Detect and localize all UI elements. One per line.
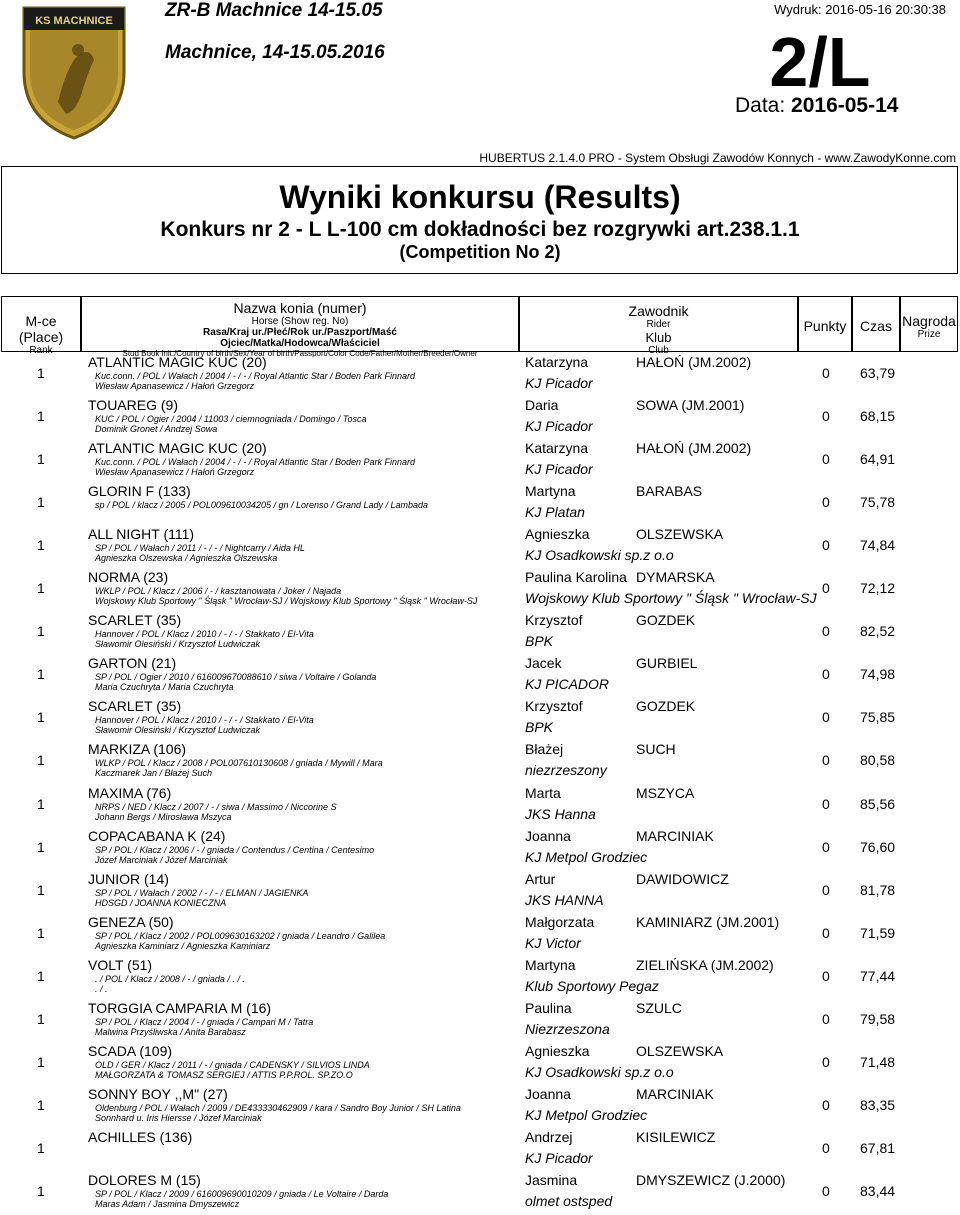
- rider-club: KJ Picador: [525, 418, 593, 435]
- rider-first-name: Agnieszka: [525, 526, 590, 543]
- table-row: [0, 1043, 960, 1086]
- page-title: Wyniki konkursu (Results): [279, 179, 681, 215]
- rider-first-name: Artur: [525, 870, 556, 887]
- rider-club: Wojskowy Klub Sportowy " Śląsk " Wrocław-SJ: [525, 590, 817, 607]
- rank: 1: [37, 537, 45, 554]
- horse-details: Hannover / POL / Klacz / 2010 / - / - / Stakkato / El-Vita: [95, 629, 314, 640]
- rider-club: KJ Metpol Grodziec: [525, 848, 648, 865]
- print-date-value: 2016-05-16 20:30:38: [825, 2, 946, 17]
- rider-last-name: SZULC: [636, 999, 682, 1016]
- rider-club: KJ Metpol Grodziec: [525, 1106, 648, 1123]
- horse-details: SP / POL / Klacz / 2006 / - / gniada / Contendus / Centina / Centesimo: [95, 844, 375, 855]
- time-value: 64,91: [860, 451, 896, 468]
- horse-details: Hannover / POL / Klacz / 2010 / - / - / Stakkato / El-Vita: [95, 715, 314, 726]
- competition-date: [735, 94, 898, 118]
- col-header-rider: [519, 296, 798, 356]
- col-club-en: Club: [648, 345, 669, 356]
- horse-name: MARKIZA (106): [88, 741, 187, 758]
- rider-club: KJ Picador: [525, 461, 593, 478]
- time-value: 80,58: [860, 752, 896, 769]
- rider-first-name: Małgorzata: [525, 913, 595, 930]
- rider-last-name: KISILEWICZ: [636, 1128, 716, 1145]
- horse-owners: Sonnhard u. Iris Hiersse / Józef Marciniak: [95, 1112, 262, 1123]
- points-value: 0: [822, 709, 830, 726]
- table-row: [0, 828, 960, 871]
- rider-last-name: DMYSZEWICZ (J.2000): [636, 1171, 786, 1188]
- rank: 1: [37, 365, 45, 381]
- points-value: 0: [822, 924, 830, 941]
- rider-club: KJ Osadkowski sp.z o.o: [525, 547, 674, 564]
- horse-details: SP / POL / Ogier / 2010 / 616009670088610 / siwa / Voltaire / Golanda: [95, 672, 377, 683]
- rank: 1: [37, 580, 45, 597]
- rider-first-name: Martyna: [525, 483, 576, 500]
- horse-owners: Johann Bergs / Mirosława Mszyca: [95, 811, 232, 822]
- rank: 1: [37, 752, 45, 769]
- horse-details: NRPS / NED / Klacz / 2007 / - / siwa / Massimo / Niccorine S: [95, 801, 337, 812]
- rank: 1: [37, 881, 45, 898]
- rider-last-name: SOWA (JM.2001): [636, 397, 745, 414]
- rider-club: olmet ostsped: [525, 1192, 613, 1209]
- points-value: 0: [822, 1053, 830, 1070]
- table-row: [0, 569, 960, 612]
- table-row: [0, 612, 960, 655]
- col-horse-label: Nazwa konia (numer): [233, 300, 367, 316]
- rider-first-name: Katarzyna: [525, 440, 589, 457]
- rider-last-name: MARCINIAK: [636, 827, 714, 844]
- col-prize-en: Prize: [917, 329, 941, 340]
- points-value: 0: [822, 1139, 830, 1156]
- svg-text:KS MACHNICE: KS MACHNICE: [35, 15, 113, 27]
- rank: 1: [37, 838, 45, 855]
- rider-last-name: DYMARSKA: [636, 569, 715, 586]
- points-value: 0: [822, 967, 830, 984]
- rider-first-name: Błażej: [525, 741, 564, 758]
- points-value: 0: [822, 537, 830, 554]
- horse-details: Kuc.conn. / POL / Wałach / 2004 / - / - / Royal Atlantic Star / Boden Park Finnard: [95, 457, 415, 468]
- table-row: [0, 785, 960, 828]
- points-value: 0: [822, 1010, 830, 1027]
- horse-details: WLKP / POL / Klacz / 2008 / POL007610130608 / gniada / Mywill / Mara: [95, 758, 383, 769]
- rider-last-name: BARABAS: [636, 483, 703, 500]
- horse-name: SCARLET (35): [88, 612, 182, 629]
- rider-last-name: GOZDEK: [636, 612, 696, 629]
- col-horse-l3: Rasa/Kraj ur./Płeć/Rok ur./Paszport/Maść: [203, 327, 397, 338]
- event-title: ZR-B Machnice 14-15.05: [165, 0, 383, 21]
- time-value: 71,48: [860, 1053, 896, 1070]
- col-prize-label: Nagroda: [902, 313, 956, 329]
- horse-name: ATLANTIC MAGIC KUC (20): [88, 440, 267, 457]
- time-value: 79,58: [860, 1010, 896, 1027]
- horse-owners: Agnieszka Kaminiarz / Agnieszka Kaminiarz: [95, 940, 271, 951]
- rider-club: KJ Picador: [525, 1149, 593, 1166]
- col-horse-l4: Ojciec/Matka/Hodowca/Właściciel: [220, 338, 380, 349]
- rank: 1: [37, 795, 45, 812]
- time-value: 75,85: [860, 709, 896, 726]
- horse-name: ALL NIGHT (111): [88, 526, 195, 543]
- horse-owners: Maras Adam / Jasmina Dmyszewicz: [95, 1198, 240, 1209]
- points-value: 0: [822, 1182, 830, 1199]
- horse-name: ACHILLES (136): [88, 1128, 193, 1145]
- horse-owners: Wiesław Apanasewicz / Hałoń Grzegorz: [95, 381, 255, 391]
- rank: 1: [37, 1182, 45, 1199]
- rider-last-name: MSZYCA: [636, 784, 695, 801]
- rank: 1: [37, 408, 45, 425]
- horse-owners: Wiesław Apanasewicz / Hałoń Grzegorz: [95, 467, 255, 478]
- software-credit: HUBERTUS 2.1.4.0 PRO - System Obsługi Zawodów Konnych - www.ZawodyKonne.com: [479, 151, 956, 165]
- rider-club: JKS Hanna: [525, 805, 596, 822]
- rider-club: KJ Platan: [525, 504, 585, 521]
- rider-first-name: Krzysztof: [525, 612, 583, 629]
- club-logo: [18, 2, 130, 142]
- rider-club: KJ Picador: [525, 375, 593, 391]
- horse-owners: Malwina Przyśliwska / Anita Barabasz: [95, 1026, 246, 1037]
- rider-last-name: HAŁOŃ (JM.2002): [636, 440, 752, 457]
- points-value: 0: [822, 451, 830, 468]
- time-value: 81,78: [860, 881, 896, 898]
- rider-club: Niezrzeszona: [525, 1020, 610, 1037]
- table-row: [0, 957, 960, 1000]
- rider-club: Klub Sportowy Pegaz: [525, 977, 659, 994]
- col-rider-label: Zawodnik: [628, 303, 689, 319]
- table-row: [0, 526, 960, 569]
- time-value: 68,15: [860, 408, 896, 425]
- points-value: 0: [822, 408, 830, 425]
- rank: 1: [37, 924, 45, 941]
- rider-last-name: SUCH: [636, 741, 676, 758]
- horse-name: COPACABANA K (24): [88, 827, 226, 844]
- points-value: 0: [822, 1096, 830, 1113]
- rider-first-name: Andrzej: [525, 1128, 573, 1145]
- rank: 1: [37, 494, 45, 511]
- table-row: [0, 741, 960, 784]
- points-value: 0: [822, 752, 830, 769]
- horse-details: SP / POL / Klacz / 2009 / 616009690010209 / gniada / Le Voltaire / Darda: [95, 1188, 389, 1199]
- table-row: [0, 871, 960, 914]
- rank: 1: [37, 1010, 45, 1027]
- horse-details: OLD / GER / Klacz / 2011 / - / gniada / CADENSKY / SILVIOS LINDA: [95, 1059, 370, 1070]
- horse-name: TOUAREG (9): [88, 397, 178, 414]
- time-value: 77,44: [860, 967, 896, 984]
- rider-first-name: Joanna: [525, 1085, 571, 1102]
- horse-name: GENEZA (50): [88, 913, 174, 930]
- rider-club: KJ Victor: [525, 934, 581, 951]
- col-header-horse: [81, 296, 519, 358]
- col-horse-en: Horse (Show reg. No): [251, 316, 349, 327]
- rank: 1: [37, 623, 45, 640]
- print-label: Wydruk:: [774, 2, 822, 17]
- horse-name: GARTON (21): [88, 655, 177, 672]
- horse-details: KUC / POL / Ogier / 2004 / 11003 / ciemnogniada / Domingo / Tosca: [95, 414, 367, 425]
- horse-owners: . / .: [95, 983, 108, 994]
- table-row: [0, 698, 960, 741]
- horse-owners: Józef Marciniak / Józef Marciniak: [95, 854, 228, 865]
- horse-name: SCARLET (35): [88, 698, 182, 715]
- table-row: [0, 1000, 960, 1043]
- table-row: [0, 483, 960, 526]
- rider-first-name: Jasmina: [525, 1171, 578, 1188]
- rider-last-name: GURBIEL: [636, 655, 698, 672]
- horse-owners: MAŁGORZATA & TOMASZ SERGIEJ / ATTIS P.P.ROL. SP.ZO.O: [95, 1069, 353, 1080]
- horse-owners: Maria Czuchryta / Maria Czuchryta: [95, 682, 234, 693]
- col-club-label: Klub: [645, 330, 672, 345]
- time-value: 71,59: [860, 924, 896, 941]
- col-header-time: Czas: [852, 296, 900, 352]
- rider-first-name: Daria: [525, 397, 559, 414]
- time-value: 82,52: [860, 623, 896, 640]
- rider-club: BPK: [525, 633, 554, 650]
- rank: 1: [37, 709, 45, 726]
- points-value: 0: [822, 623, 830, 640]
- event-place: Machnice, 14-15.05.2016: [165, 42, 385, 63]
- rider-last-name: OLSZEWSKA: [636, 526, 724, 543]
- rank: 1: [37, 451, 45, 468]
- horse-details: . / POL / Klacz / 2008 / - / gniada / . / .: [95, 973, 245, 984]
- horse-owners: Dominik Gronet / Andzej Sowa: [95, 424, 218, 435]
- horse-details: SP / POL / Wałach / 2002 / - / - / ELMAN / JAGIENKA: [95, 887, 309, 898]
- rider-club: KJ Osadkowski sp.z o.o: [525, 1063, 674, 1080]
- print-date: [774, 2, 946, 17]
- horse-owners: Sławomir Olesiński / Krzysztof Ludwiczak: [95, 725, 261, 736]
- horse-name: TORGGIA CAMPARIA M (16): [88, 999, 272, 1016]
- horse-details: Oldenburg / POL / Wałach / 2009 / DE433330462909 / kara / Sandro Boy Junior / SH Latina: [95, 1102, 461, 1113]
- time-value: 76,60: [860, 838, 896, 855]
- rider-last-name: KAMINIARZ (JM.2001): [636, 913, 780, 930]
- rider-first-name: Marta: [525, 784, 561, 801]
- rider-first-name: Martyna: [525, 956, 576, 973]
- rank: 1: [37, 1053, 45, 1070]
- rider-last-name: GOZDEK: [636, 698, 696, 715]
- time-value: 83,44: [860, 1182, 896, 1199]
- points-value: 0: [822, 666, 830, 683]
- table-row: [0, 1086, 960, 1129]
- rider-last-name: DAWIDOWICZ: [636, 870, 729, 887]
- col-header-points: Punkty: [798, 296, 852, 352]
- rider-last-name: HAŁOŃ (JM.2002): [636, 354, 752, 370]
- points-value: 0: [822, 365, 830, 381]
- rank: 1: [37, 1139, 45, 1156]
- horse-name: GLORIN F (133): [88, 483, 191, 500]
- time-value: 85,56: [860, 795, 896, 812]
- horse-name: ATLANTIC MAGIC KUC (20): [88, 354, 267, 370]
- col-rider-en: Rider: [646, 319, 671, 330]
- time-value: 72,12: [860, 580, 896, 597]
- horse-owners: Wojskowy Klub Sportowy " Śląsk " Wrocław-SJ / Wojskowy Klub Sportowy " Śląsk " Wrocław-SJ: [95, 596, 478, 607]
- table-row: [0, 397, 960, 440]
- col-place-en: Rank: [29, 345, 53, 356]
- horse-name: JUNIOR (14): [88, 870, 169, 887]
- rank: 1: [37, 967, 45, 984]
- horse-name: MAXIMA (76): [88, 784, 172, 801]
- horse-owners: Kaczmarek Jan / Błażej Such: [95, 768, 213, 779]
- rider-first-name: Jacek: [525, 655, 562, 672]
- horse-name: NORMA (23): [88, 569, 169, 586]
- competition-title: Konkurs nr 2 - L L-100 cm dokładności bez rozgrywki art.238.1.1: [160, 218, 800, 241]
- table-row: [0, 1129, 960, 1172]
- table-row: [0, 440, 960, 483]
- table-row: [0, 354, 960, 397]
- rider-first-name: Paulina: [525, 999, 572, 1016]
- time-value: 74,98: [860, 666, 896, 683]
- horse-name: VOLT (51): [88, 956, 153, 973]
- rider-last-name: OLSZEWSKA: [636, 1042, 724, 1059]
- table-row: [0, 914, 960, 957]
- horse-owners: Sławomir Olesiński / Krzysztof Ludwiczak: [95, 639, 261, 650]
- rider-first-name: Joanna: [525, 827, 571, 844]
- col-header-prize: [900, 296, 958, 352]
- time-value: 83,35: [860, 1096, 896, 1113]
- rider-last-name: MARCINIAK: [636, 1085, 714, 1102]
- time-value: 63,79: [860, 365, 896, 381]
- horse-name: SCADA (109): [88, 1042, 173, 1059]
- rider-first-name: Paulina Karolina: [525, 569, 627, 586]
- rider-first-name: Krzysztof: [525, 698, 583, 715]
- rider-first-name: Agnieszka: [525, 1042, 590, 1059]
- horse-details: SP / POL / Klacz / 2002 / POL009630163202 / gniada / Leandro / Galilea: [95, 930, 386, 941]
- rider-first-name: Katarzyna: [525, 354, 589, 370]
- rider-last-name: ZIELIŃSKA (JM.2002): [636, 956, 774, 973]
- date-label: Data:: [735, 94, 786, 117]
- date-value: 2016-05-14: [791, 94, 899, 117]
- time-value: 75,78: [860, 494, 896, 511]
- horse-details: SP / POL / Wałach / 2011 / - / - / Nightcarry / Aida HL: [95, 543, 305, 554]
- horse-owners: Agnieszka Olszewska / Agnieszka Olszewska: [95, 553, 278, 564]
- horse-details: sp / POL / klacz / 2005 / POL009610034205 / gn / Lorenso / Grand Lady / Lambada: [95, 500, 429, 511]
- time-value: 74,84: [860, 537, 896, 554]
- rider-club: niezrzeszony: [525, 762, 607, 779]
- points-value: 0: [822, 580, 830, 597]
- horse-details: SP / POL / Klacz / 2004 / - / gniada / Campari M / Tatra: [95, 1016, 314, 1027]
- rider-club: JKS HANNA: [525, 891, 604, 908]
- table-row: [0, 655, 960, 698]
- horse-details: Kuc.conn. / POL / Wałach / 2004 / - / - / Royal Atlantic Star / Boden Park Finnard: [95, 371, 415, 381]
- competition-number: (Competition No 2): [399, 242, 561, 262]
- col-place-label: M-ce (Place): [18, 313, 64, 345]
- rank: 1: [37, 1096, 45, 1113]
- table-row: [0, 1172, 960, 1215]
- col-header-place: [1, 296, 81, 356]
- competition-code: 2/L: [769, 23, 871, 101]
- horse-owners: HDSGD / JOANNA KONIECZNA: [95, 897, 227, 908]
- rider-club: KJ PICADOR: [525, 676, 610, 693]
- points-value: 0: [822, 838, 830, 855]
- points-value: 0: [822, 881, 830, 898]
- horse-name: SONNY BOY ,,M" (27): [88, 1085, 228, 1102]
- time-value: 67,81: [860, 1139, 896, 1156]
- col-horse-l5: Stud Book init./Country of birth/Sex/Year of birth/Passport/Color Code/Father/Mother/Breeder/Owner: [122, 349, 478, 358]
- points-value: 0: [822, 795, 830, 812]
- horse-name: DOLORES M (15): [88, 1171, 201, 1188]
- rider-club: BPK: [525, 719, 554, 736]
- points-value: 0: [822, 494, 830, 511]
- rank: 1: [37, 666, 45, 683]
- horse-details: WKLP / POL / Klacz / 2006 / - / kasztanowata / Joker / Najada: [95, 586, 342, 597]
